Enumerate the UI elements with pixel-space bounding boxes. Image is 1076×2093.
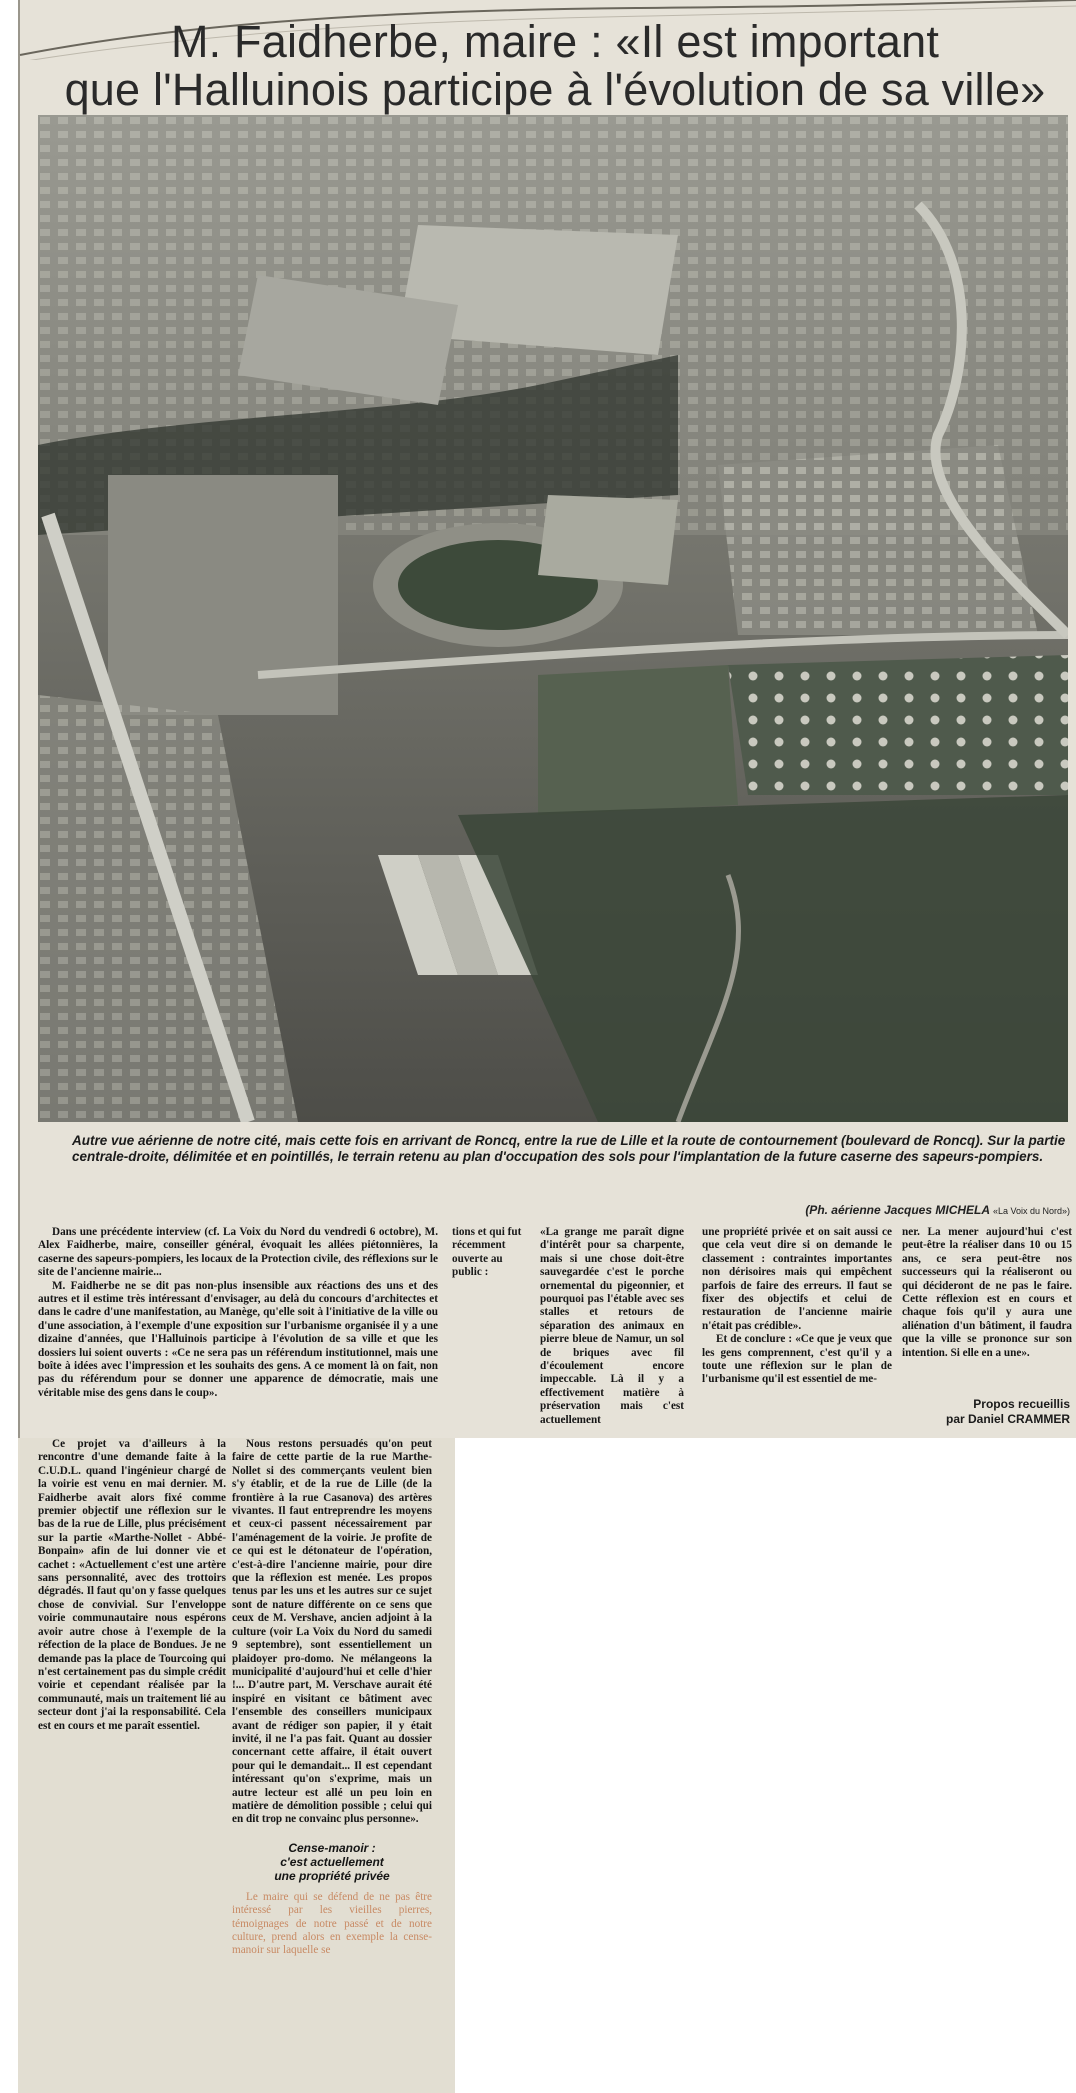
article-column-4 <box>902 1226 1072 1360</box>
photo-credit <box>805 1203 1070 1217</box>
article-column-1 <box>38 1226 438 1400</box>
headline-line-1: M. Faidherbe, maire : «Il est important <box>170 16 940 67</box>
article-column-5 <box>38 1438 226 1733</box>
article-paragraph: ner. La mener aujourd'hui c'est peut-être la réaliser dans 10 ou 15 ans, ce sera peut-être nos successeurs qui la réaliseront ou qui décideront de ne pas le faire. Cette réflexion est en cours et chaque fois qu'il y aura une aliénation d'un bâtiment, il faudra que la ville se prononce sur son intention. Si elle en a une». <box>902 1226 1072 1359</box>
article-paragraph: M. Faidherbe ne se dit pas non-plus insensible aux réactions des uns et des autres et il estime très intéressant d'envisager, au delà du concours d'architectes et dans le cadre d'une manifestation, au Manège, qu'elle soit à l'initiative de la ville ou d'une association, à l'exemple d'une exposition sur l'urbanisme organisée il y a une dizaine d'années, que l'Halluinois participe à l'évolution de sa ville et que les dossiers lui soient ouverts : «Ce ne sera pas un référendum institutionnel, mais une boîte à idées avec l'impression et les souhaits des gens. A ce moment là on fait, non pas du référendum pour se donner une apparence de démocratie, mais une véritable mise des gens dans le coup». <box>38 1279 438 1399</box>
headline <box>40 18 1070 114</box>
subheading-line-1: Cense-manoir : <box>288 1840 376 1855</box>
photo-caption: Autre vue aérienne de notre cité, mais cette fois en arrivant de Roncq, entre la rue de Lille et la route de contournement (boulevard de Roncq). Sur la partie centrale-droite, délimitée et en pointillés, le terrain retenu au plan d'occupation des sols pour l'implantation de la future caserne des sapeurs-pompiers. <box>72 1133 1066 1164</box>
article-column-3 <box>702 1226 892 1387</box>
article-column-2 <box>540 1226 684 1427</box>
article-paragraph: une propriété privée et on sait aussi ce que cela veut dire si on demande le classement : contraintes importantes non dérisoires mais qui empêchent parfois de faire des erreurs. Il faut se fixer des objectifs et celui de restauration de l'ancienne mairie n'était pas crédible». <box>702 1226 892 1332</box>
byline <box>902 1397 1070 1427</box>
article-paragraph: Nous restons persuadés qu'on peut faire de cette partie de la rue Marthe-Nollet si des commerçants veulent bien s'y établir, et de la rue de Lille (de la frontière à la rue Casanova) des artères vivantes. Il faut entreprendre les moyens et ceux-ci passent nécessairement par l'aménagement de la voirie. Je profite de ce qui est le détonateur de l'opération, c'est-à-dire l'ancienne mairie, pour dire que la réflexion est menée. Les propos tenus par les uns et les autres sur ce sujet sont de nature différente on ce sens que ceux de M. Vershave, ancien adjoint à la culture (voir La Voix du Nord du samedi 9 septembre), sont essentiellement un plaidoyer pro-domo. Ne mélangeons la municipalité d'aujourd'hui et celle d'hier !... D'autre part, M. Verschave aurait été inspiré en visitant ce bâtiment avec l'ensemble des conseillers municipaux avant de rédiger son papier, il y était invité, il ne l'a pas fait. Quant au dossier concernant cette affaire, il était ouvert pour qui le demandait... Il est cependant intéressant qu'on s'exprime, mais un autre lecteur est allé un peu loin en matière de démolition possible ; celui qui en dit trop ne convainc plus personne». <box>232 1438 432 1826</box>
article-paragraph-faded: Le maire qui se défend de ne pas être intéressé par les vieilles pierres, témoignages de notre passé et de notre culture, prend alors en exemple la cense-manoir sur laquelle se <box>232 1890 432 1957</box>
article-column-2-lead: tions et qui fut récemment ouverte au public : <box>452 1226 522 1279</box>
byline-line-2: par Daniel CRAMMER <box>945 1412 1070 1426</box>
article-column-6 <box>232 1438 432 1958</box>
article-paragraph: Ce projet va d'ailleurs à la rencontre d'une demande faite à la C.U.D.L. quand l'ingénieur chargé de la voirie est venu en mai dernier. M. Faidherbe avait alors fixé comme premier objectif une réflexion sur le bas de la rue de Lille, plus précisément sur la partie «Marthe-Nollet - Abbé-Bonpain» afin de lui donner vie et cachet : «Actuellement c'est une artère sans personnalité, avec des trottoirs dégradés. Il faut qu'on y fasse quelques chose de convivial. Sur l'enveloppe voirie communautaire nous espérons avoir autre chose à l'exemple de la réfection de la place de Bondues. Je ne demande pas la place de Tourcoing qui n'est certainement pas du simple crédit voirie et cependant réalisée par la communauté, mais un traitement lié au secteur dont j'ai la responsabilité. Cela est en cours et me paraît essentiel. <box>38 1438 226 1732</box>
photo-credit-source: «La Voix du Nord») <box>992 1206 1070 1216</box>
subheading-line-2: c'est actuellement <box>280 1854 384 1869</box>
article-paragraph: Dans une précédente interview (cf. La Voix du Nord du vendredi 6 octobre), M. Alex Faidherbe, maire, conseiller général, évoquait les allées piétonnières, la caserne des sapeurs-pompiers, les locaux de la Protection civile, des réflexions sur le site de l'ancienne mairie... <box>38 1226 438 1279</box>
subheading <box>232 1841 432 1883</box>
photo-credit-text: (Ph. aérienne Jacques MICHELA <box>805 1203 990 1217</box>
article-paragraph: Et de conclure : «Ce que je veux que les gens comprennent, c'est qu'il y a toute une réflexion sur le plan de l'urbanisme qu'il est essentiel de me- <box>702 1333 892 1386</box>
headline-line-2: que l'Halluinois participe à l'évolution de sa ville» <box>64 64 1046 115</box>
article-paragraph: «La grange me paraît digne d'intérêt pour sa charpente, mais si une chose doit-être sauvegardée c'est le porche ornemental du pigeonnier, et pourquoi pas l'étable avec ses stalles et retours de séparation des animaux en pierre bleue de Namur, un sol de briques avec fil d'écoulement encore impeccable. Là il y a effectivement matière à préservation mais c'est actuellement <box>540 1226 684 1426</box>
subheading-line-3: une propriété privée <box>274 1868 390 1883</box>
aerial-photo <box>38 115 1068 1122</box>
byline-line-1: Propos recueillis <box>973 1397 1070 1411</box>
